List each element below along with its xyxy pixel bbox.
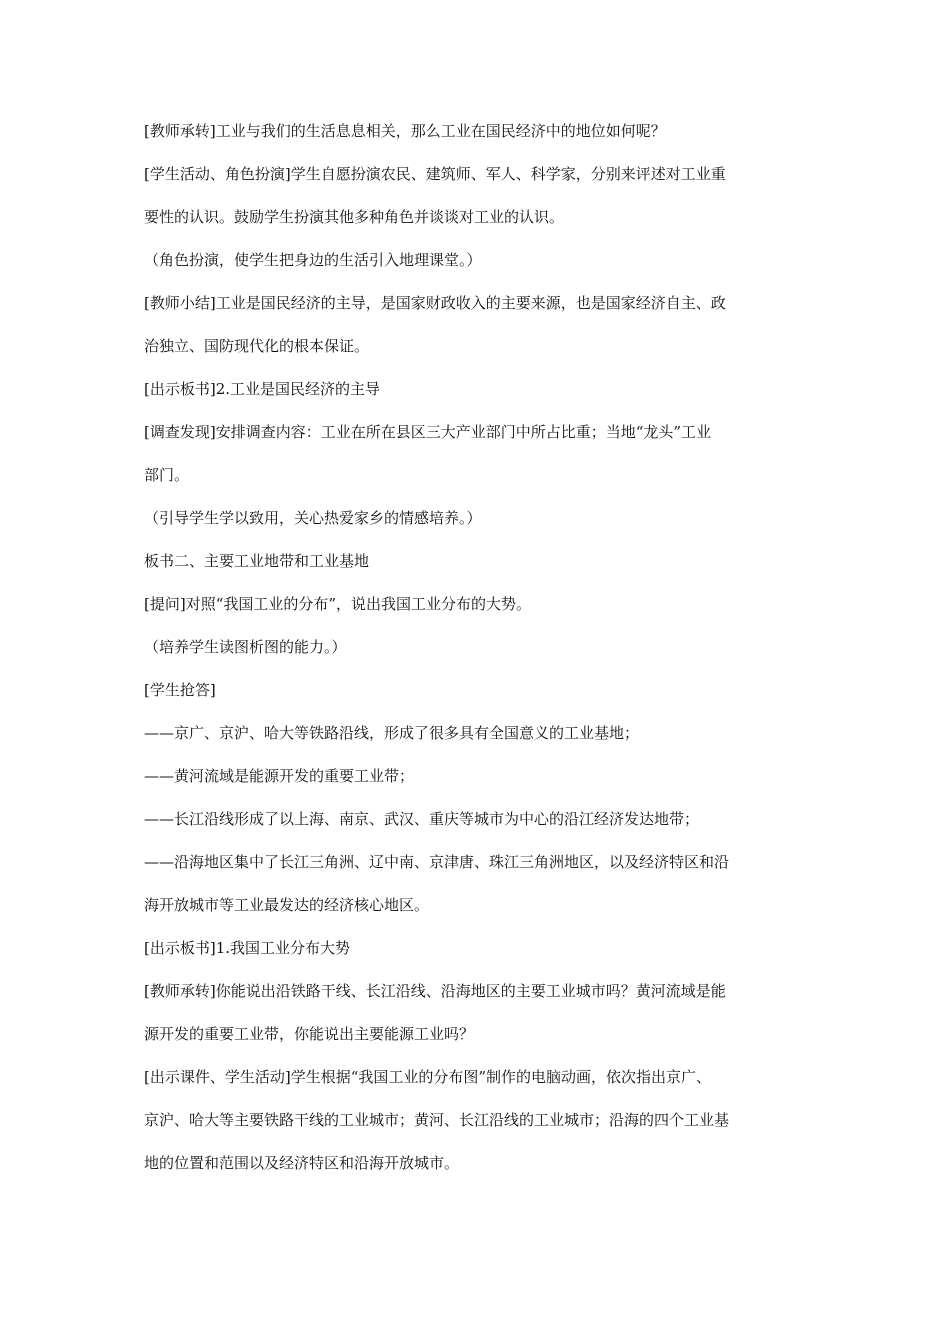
paragraph-courseware-activity bbox=[144, 1067, 816, 1173]
paragraph-answer-coastal bbox=[144, 852, 816, 915]
paragraph-board-1 bbox=[144, 938, 816, 958]
text-line: 源开发的重要工业带，你能说出主要能源工业吗？ bbox=[144, 1025, 475, 1043]
text-line: [学生活动、角色扮演]学生自愿扮演农民、建筑师、军人、科学家，分别来评述对工业重 bbox=[144, 165, 726, 183]
paragraph-survey-note bbox=[144, 508, 816, 528]
text-line: ——京广、京沪、哈大等铁路沿线，形成了很多具有全国意义的工业基地； bbox=[144, 724, 640, 742]
text-line: 海开放城市等工业最发达的经济核心地区。 bbox=[144, 896, 430, 914]
text-line: [调查发现]安排调查内容：工业在所在县区三大产业部门中所占比重；当地“龙头”工业 bbox=[144, 423, 712, 441]
text-line: [教师承转]你能说出沿铁路干线、长江沿线、沿海地区的主要工业城市吗？黄河流域是能 bbox=[144, 982, 726, 1000]
paragraph-question bbox=[144, 594, 816, 614]
paragraph-teacher-transition-1 bbox=[144, 121, 816, 141]
text-line: （引导学生学以致用，关心热爱家乡的情感培养。） bbox=[144, 509, 482, 527]
text-line: [出示板书]2.工业是国民经济的主导 bbox=[144, 380, 381, 398]
paragraph-answer-railway bbox=[144, 723, 816, 743]
text-line: 治独立、国防现代化的根本保证。 bbox=[144, 337, 370, 355]
text-line: （培养学生读图析图的能力。） bbox=[144, 638, 347, 656]
text-line: ——沿海地区集中了长江三角洲、辽中南、京津唐、珠江三角洲地区，以及经济特区和沿 bbox=[144, 853, 730, 871]
paragraph-question-note bbox=[144, 637, 816, 657]
paragraph-board-2 bbox=[144, 379, 816, 399]
text-line: ——长江沿线形成了以上海、南京、武汉、重庆等城市为中心的沿江经济发达地带； bbox=[144, 810, 700, 828]
text-line: ——黄河流域是能源开发的重要工业带； bbox=[144, 767, 415, 785]
text-line: [提问]对照“我国工业的分布”，说出我国工业分布的大势。 bbox=[144, 595, 532, 613]
text-line: [教师小结]工业是国民经济的主导，是国家财政收入的主要来源，也是国家经济自主、政 bbox=[144, 294, 726, 312]
paragraph-answer-yangtze bbox=[144, 809, 816, 829]
text-line: 京沪、哈大等主要铁路干线的工业城市；黄河、长江沿线的工业城市；沿海的四个工业基 bbox=[144, 1111, 730, 1129]
paragraph-teacher-transition-2 bbox=[144, 981, 816, 1044]
paragraph-student-answer-heading bbox=[144, 680, 816, 700]
paragraph-role-play-note bbox=[144, 250, 816, 270]
text-line: （角色扮演，使学生把身边的生活引入地理课堂。） bbox=[144, 251, 482, 269]
text-line: [出示板书]1.我国工业分布大势 bbox=[144, 939, 351, 957]
text-line: 板书二、主要工业地带和工业基地 bbox=[144, 552, 370, 570]
text-line: [教师承转]工业与我们的生活息息相关，那么工业在国民经济中的地位如何呢？ bbox=[144, 122, 666, 140]
document-body bbox=[144, 121, 816, 1173]
text-line: 部门。 bbox=[144, 466, 190, 484]
text-line: [出示课件、学生活动]学生根据“我国工业的分布图”制作的电脑动画，依次指出京广、 bbox=[144, 1068, 712, 1086]
text-line: 要性的认识。鼓励学生扮演其他多种角色并谈谈对工业的认识。 bbox=[144, 208, 565, 226]
paragraph-survey bbox=[144, 422, 816, 485]
paragraph-role-play bbox=[144, 164, 816, 227]
text-line: 地的位置和范围以及经济特区和沿海开放城市。 bbox=[144, 1154, 460, 1172]
paragraph-answer-yellow-river bbox=[144, 766, 816, 786]
text-line: [学生抢答] bbox=[144, 681, 216, 699]
paragraph-teacher-summary bbox=[144, 293, 816, 356]
paragraph-board-section-2 bbox=[144, 551, 816, 571]
